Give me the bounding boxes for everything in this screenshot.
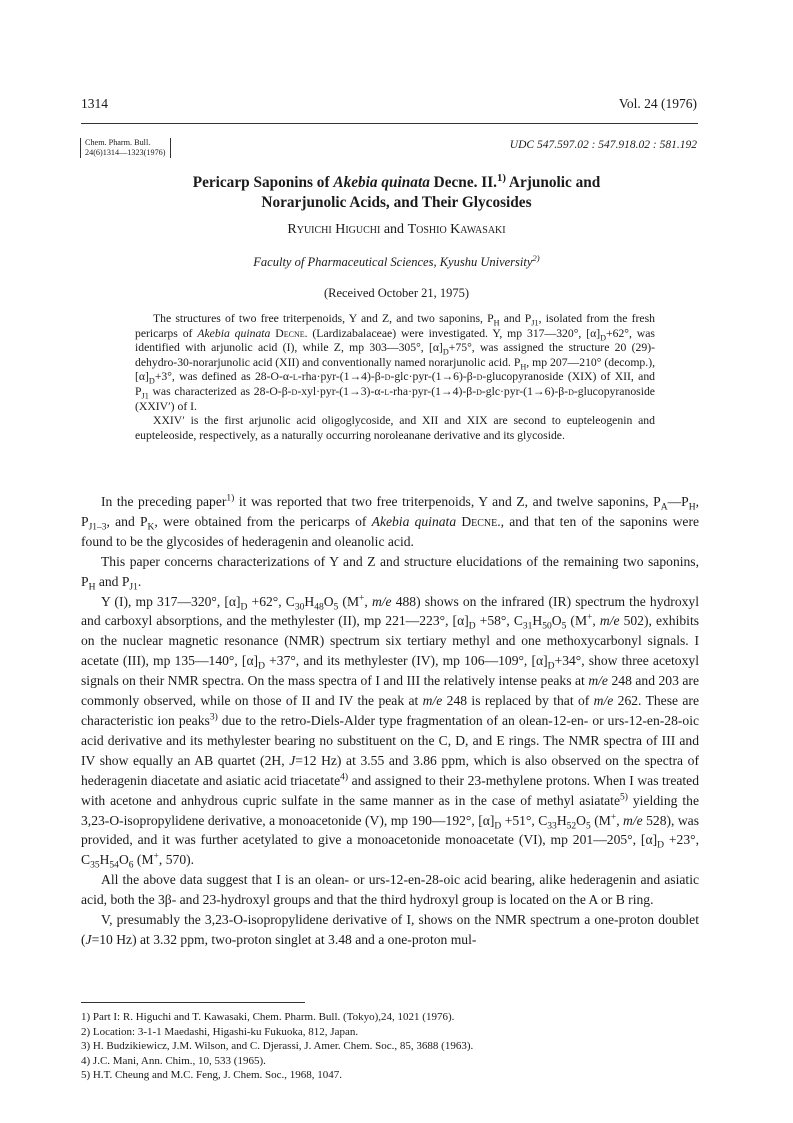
udc-classification: UDC 547.597.02 : 547.918.02 : 581.192 [509, 139, 697, 151]
received-date: (Received October 21, 1975) [323, 286, 470, 300]
affiliation: Faculty of Pharmaceutical Sciences, Kyushu University$^{2)}$ [253, 252, 540, 269]
page-number: 1314 [81, 96, 108, 111]
footnote-1: 1) Part I: R. Higuchi and T. Kawasaki, Chem. Pharm. Bull. (Tokyo),24, 1021 (1976). [81, 1011, 455, 1023]
footnote-3: 3) H. Budzikiewicz, J.M. Wilson, and C. Djerassi, J. Amer. Chem. Soc., 85, 3688 (1963). [81, 1040, 474, 1052]
body-text: In the preceding paper$^{1)}$ it was reported that two free triterpenoids, Y and Z, and twelve saponins, $P_A—P_H$, $P_{J1-3}$, and $P_K$, were obtained from the pericarps of Akebia quinata Decne., and that ten of the saponins were found to be the glycosides of hederagenin and oleanolic acid. This paper concerns characterizations of Y and Z and structure elucidations of the remaining two saponins, $P_H$ and $P_{J1}$. Y (I), mp 317—320°, $[\alpha]_D +62^\circ$, $C_{30}H_{48}O_5$ (M+, m/e 488) shows on the infrared (IR) spectrum the hydroxyl and carboxyl absorptions, and the methylester (II), mp 221—223°, $[\alpha]_D +58^\circ$, $C_{31}H_{50}O_5$ (M+, m/e 502), exhibits on the nuclear magnetic resonance (NMR) spectrum six tertiary methyl and one methoxycarbonyl signals. I acetate (III), mp 135—140°, $[\alpha]_D +37^\circ$, and its methylester (IV), mp 106—109°, $[\alpha]_D+34^\circ$, show three acetoxyl signals on their NMR spectra. On the mass spectra of I and III the relatively intense peaks at m/e 248 and 203 are commonly observed, while on those of II and IV the peak at m/e 248 is replaced by that of m/e 262. These are characteristic ion peaks$^{3)}$ due to the retro-Diels-Alder type fragmentation of an olean-12-en- or urs-12-en-28-oic acid derivative and its methylester bearing no substituent on the C, D, and E rings. The NMR spectra of III and IV show equally an AB quartet (2H, J=12 Hz) at 3.55 and 3.86 ppm, which is also observed on the spectra of hederagenin diacetate and asiatic acid triacetate$^{4)}$ and assigned to their 23-methylene protons. When I was treated with acetone and anhydrous cupric sulfate in the same manner as in the case of methyl asiatate$^{5)}$ yielding the 3,23-O-isopropylidene derivative, a monoacetonide (V), mp 190—192°, $[\alpha]_D +51^\circ$, $C_{33}H_{52}O_5$ (M+, m/e 528), was provided, and it was further acetylated to give a monoacetonide monoacetate (VI), mp 201—205°, $[\alpha]_D +23^\circ$, $C_{35}H_{54}O_6$ (M+, 570). All the above data suggest that I is an olean- or urs-12-en-28-oic acid bearing, alike hederagenin and asiatic acid, both the 3β- and 23-hydroxyl groups and that the third hydroxyl group is located on the A or B ring. V, presumably the 3,23-O-isopropylidene derivative of I, shows on the NMR spectrum a one-proton doublet (J=10 Hz) at 3.32 ppm, two-proton singlet at 3.48 and a one-proton mul- [81, 493, 700, 947]
authors: Ryuichi Higuchi and Toshio Kawasaki [287, 222, 506, 237]
footnote-5: 5) H.T. Cheung and M.C. Feng, J. Chem. Soc., 1968, 1047. [81, 1069, 343, 1081]
abstract: The structures of two free triterpenoids, Y and Z, and two saponins, $P_H$ and $P_{J1}$, isolated from the fresh pericarps of Akebia quinata Decne. (Lardizabalaceae) were investigated. Y, mp 317—320°, $[\alpha]_D+62^\circ$, was identified with arjunolic acid (I), while Z, mp 303—305°, $[\alpha]_D+75^\circ$, was assigned the structure 20 (29)-dehydro-30-norarjunolic acid (XII) and conventionally named norarjunolic acid. $P_H$, mp 207—210° (decomp.), $[\alpha]_D+3^\circ$, was defined as 28-O-α-l-rha·pyr-(1→4)-β-d-glc·pyr-(1→6)-β-d-glucopyranoside (XIX) of XII, and $P_{J1}$ was characterized as 28-O-β-d-xyl·pyr-(1→3)-α-l-rha·pyr-(1→4)-β-d-glc·pyr-(1→6)-β-d-glucopyranoside (XXIV′) of I. XXIV′ is the first arjunolic acid oligoglycoside, and XII and XIX are second to eupteleogenin and eupteleoside, respectively, as a naturally occurring noroleanane derivative and its glycoside. [135, 312, 656, 442]
footnotes [81, 1010, 701, 1083]
footnote-4: 4) J.C. Mani, Ann. Chim., 10, 533 (1965). [81, 1054, 266, 1067]
header-rule [81, 123, 698, 124]
footnote-2: 2) Location: 3-1-1 Maedashi, Higashi-ku Fukuoka, 812, Japan. [81, 1025, 359, 1038]
footnote-rule [81, 1002, 305, 1003]
paper-title: Pericarp Saponins of Akebia quinata Decne. II.$^{1)}$ Arjunolic and Norarjunolic Acids, and Their Glycosides [192, 171, 601, 211]
volume-label: Vol. 24 (1976) [618, 96, 697, 111]
journal-citation: Chem. Pharm. Bull. 24(6)1314—1323(1976) [80, 138, 171, 158]
